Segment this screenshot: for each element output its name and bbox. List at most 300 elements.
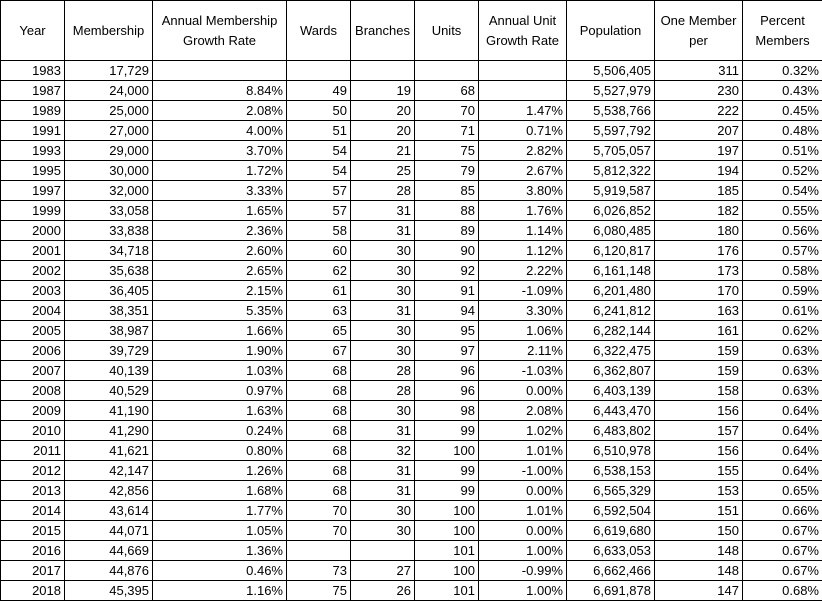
- cell-units: 71: [415, 121, 479, 141]
- cell-membership-growth-rate: 1.72%: [153, 161, 287, 181]
- table-row: [1, 301, 822, 321]
- cell-year: 2012: [1, 461, 65, 481]
- cell-unit-growth-rate: -0.99%: [479, 561, 567, 581]
- cell-unit-growth-rate: 0.71%: [479, 121, 567, 141]
- cell-unit-growth-rate: [479, 61, 567, 81]
- cell-percent-members: 0.63%: [743, 361, 822, 381]
- cell-population: 6,282,144: [567, 321, 655, 341]
- cell-branches: 30: [351, 321, 415, 341]
- cell-branches: 31: [351, 221, 415, 241]
- cell-percent-members: 0.58%: [743, 261, 822, 281]
- cell-membership: 17,729: [65, 61, 153, 81]
- cell-unit-growth-rate: 1.00%: [479, 581, 567, 601]
- cell-year: 1983: [1, 61, 65, 81]
- cell-year: 2016: [1, 541, 65, 561]
- cell-population: 5,506,405: [567, 61, 655, 81]
- cell-unit-growth-rate: 2.08%: [479, 401, 567, 421]
- header-one-member-per: One Member per: [655, 1, 743, 61]
- cell-wards: 70: [287, 521, 351, 541]
- cell-membership-growth-rate: 0.80%: [153, 441, 287, 461]
- cell-units: 94: [415, 301, 479, 321]
- cell-membership: 45,395: [65, 581, 153, 601]
- cell-membership: 41,621: [65, 441, 153, 461]
- cell-one-member-per: 182: [655, 201, 743, 221]
- cell-percent-members: 0.67%: [743, 521, 822, 541]
- cell-unit-growth-rate: -1.00%: [479, 461, 567, 481]
- cell-percent-members: 0.54%: [743, 181, 822, 201]
- cell-wards: [287, 541, 351, 561]
- cell-branches: 31: [351, 421, 415, 441]
- cell-population: 6,565,329: [567, 481, 655, 501]
- cell-units: 88: [415, 201, 479, 221]
- table-row: [1, 381, 822, 401]
- cell-unit-growth-rate: 2.67%: [479, 161, 567, 181]
- cell-wards: 57: [287, 201, 351, 221]
- cell-membership-growth-rate: 1.26%: [153, 461, 287, 481]
- cell-one-member-per: 151: [655, 501, 743, 521]
- cell-year: 2000: [1, 221, 65, 241]
- cell-branches: 30: [351, 241, 415, 261]
- cell-wards: 65: [287, 321, 351, 341]
- cell-wards: 68: [287, 461, 351, 481]
- cell-membership: 40,529: [65, 381, 153, 401]
- cell-branches: 32: [351, 441, 415, 461]
- cell-unit-growth-rate: 1.01%: [479, 501, 567, 521]
- cell-membership-growth-rate: 1.90%: [153, 341, 287, 361]
- cell-wards: 67: [287, 341, 351, 361]
- table-row: [1, 481, 822, 501]
- cell-population: 6,201,480: [567, 281, 655, 301]
- cell-wards: 68: [287, 361, 351, 381]
- cell-branches: 30: [351, 261, 415, 281]
- table-header: [1, 1, 822, 61]
- cell-membership: 42,147: [65, 461, 153, 481]
- cell-one-member-per: 173: [655, 261, 743, 281]
- cell-membership-growth-rate: 2.36%: [153, 221, 287, 241]
- cell-unit-growth-rate: -1.03%: [479, 361, 567, 381]
- cell-percent-members: 0.51%: [743, 141, 822, 161]
- cell-unit-growth-rate: 1.76%: [479, 201, 567, 221]
- cell-population: 5,919,587: [567, 181, 655, 201]
- cell-percent-members: 0.64%: [743, 401, 822, 421]
- cell-population: 6,662,466: [567, 561, 655, 581]
- table-row: [1, 401, 822, 421]
- table-row: [1, 501, 822, 521]
- table-row: [1, 321, 822, 341]
- cell-one-member-per: 147: [655, 581, 743, 601]
- table-row: [1, 221, 822, 241]
- cell-units: 101: [415, 581, 479, 601]
- cell-units: 101: [415, 541, 479, 561]
- cell-units: 68: [415, 81, 479, 101]
- cell-one-member-per: 156: [655, 401, 743, 421]
- cell-population: 6,026,852: [567, 201, 655, 221]
- cell-wards: 54: [287, 141, 351, 161]
- cell-percent-members: 0.64%: [743, 441, 822, 461]
- cell-one-member-per: 176: [655, 241, 743, 261]
- cell-wards: 70: [287, 501, 351, 521]
- cell-year: 2002: [1, 261, 65, 281]
- table-row: [1, 521, 822, 541]
- cell-year: 1989: [1, 101, 65, 121]
- cell-membership-growth-rate: 2.15%: [153, 281, 287, 301]
- cell-units: 99: [415, 481, 479, 501]
- cell-units: 100: [415, 561, 479, 581]
- cell-one-member-per: 157: [655, 421, 743, 441]
- cell-membership-growth-rate: 2.60%: [153, 241, 287, 261]
- header-population: Population: [567, 1, 655, 61]
- cell-membership: 25,000: [65, 101, 153, 121]
- cell-percent-members: 0.52%: [743, 161, 822, 181]
- cell-unit-growth-rate: 0.00%: [479, 521, 567, 541]
- cell-one-member-per: 163: [655, 301, 743, 321]
- cell-branches: 31: [351, 481, 415, 501]
- cell-units: 100: [415, 521, 479, 541]
- cell-percent-members: 0.67%: [743, 561, 822, 581]
- cell-percent-members: 0.32%: [743, 61, 822, 81]
- cell-population: 5,705,057: [567, 141, 655, 161]
- cell-wards: 60: [287, 241, 351, 261]
- header-annual-membership-growth-rate: Annual Membership Growth Rate: [153, 1, 287, 61]
- cell-membership-growth-rate: 0.97%: [153, 381, 287, 401]
- cell-membership: 44,669: [65, 541, 153, 561]
- cell-branches: 27: [351, 561, 415, 581]
- table-row: [1, 101, 822, 121]
- cell-one-member-per: 194: [655, 161, 743, 181]
- header-units: Units: [415, 1, 479, 61]
- table-row: [1, 181, 822, 201]
- cell-percent-members: 0.63%: [743, 381, 822, 401]
- cell-wards: 63: [287, 301, 351, 321]
- table-row: [1, 581, 822, 601]
- cell-percent-members: 0.62%: [743, 321, 822, 341]
- cell-percent-members: 0.43%: [743, 81, 822, 101]
- cell-year: 2013: [1, 481, 65, 501]
- cell-branches: 25: [351, 161, 415, 181]
- cell-population: 6,120,817: [567, 241, 655, 261]
- cell-branches: 28: [351, 361, 415, 381]
- cell-wards: 68: [287, 421, 351, 441]
- cell-percent-members: 0.57%: [743, 241, 822, 261]
- cell-units: 89: [415, 221, 479, 241]
- cell-membership: 41,290: [65, 421, 153, 441]
- cell-population: 6,080,485: [567, 221, 655, 241]
- cell-units: 97: [415, 341, 479, 361]
- cell-population: 6,241,812: [567, 301, 655, 321]
- cell-one-member-per: 207: [655, 121, 743, 141]
- cell-population: 6,633,053: [567, 541, 655, 561]
- cell-membership: 44,071: [65, 521, 153, 541]
- cell-units: 75: [415, 141, 479, 161]
- cell-membership-growth-rate: 0.46%: [153, 561, 287, 581]
- cell-year: 2008: [1, 381, 65, 401]
- cell-membership: 36,405: [65, 281, 153, 301]
- table-row: [1, 561, 822, 581]
- cell-membership: 35,638: [65, 261, 153, 281]
- cell-one-member-per: 222: [655, 101, 743, 121]
- cell-year: 1993: [1, 141, 65, 161]
- cell-percent-members: 0.63%: [743, 341, 822, 361]
- cell-year: 1991: [1, 121, 65, 141]
- cell-membership-growth-rate: 1.36%: [153, 541, 287, 561]
- header-wards: Wards: [287, 1, 351, 61]
- cell-units: 92: [415, 261, 479, 281]
- cell-units: 96: [415, 381, 479, 401]
- cell-wards: [287, 61, 351, 81]
- cell-one-member-per: 148: [655, 541, 743, 561]
- cell-year: 2010: [1, 421, 65, 441]
- cell-units: 90: [415, 241, 479, 261]
- cell-branches: 28: [351, 181, 415, 201]
- cell-wards: 68: [287, 441, 351, 461]
- cell-percent-members: 0.45%: [743, 101, 822, 121]
- cell-units: [415, 61, 479, 81]
- table-row: [1, 121, 822, 141]
- table-row: [1, 441, 822, 461]
- cell-branches: 20: [351, 121, 415, 141]
- cell-membership: 24,000: [65, 81, 153, 101]
- cell-population: 6,691,878: [567, 581, 655, 601]
- cell-membership-growth-rate: 1.16%: [153, 581, 287, 601]
- cell-unit-growth-rate: 0.00%: [479, 481, 567, 501]
- cell-unit-growth-rate: -1.09%: [479, 281, 567, 301]
- cell-unit-growth-rate: 1.02%: [479, 421, 567, 441]
- cell-wards: 51: [287, 121, 351, 141]
- cell-year: 2007: [1, 361, 65, 381]
- cell-percent-members: 0.65%: [743, 481, 822, 501]
- cell-unit-growth-rate: [479, 81, 567, 101]
- cell-one-member-per: 153: [655, 481, 743, 501]
- cell-year: 2011: [1, 441, 65, 461]
- cell-unit-growth-rate: 1.47%: [479, 101, 567, 121]
- table-row: [1, 541, 822, 561]
- cell-wards: 68: [287, 381, 351, 401]
- cell-population: 6,483,802: [567, 421, 655, 441]
- cell-wards: 75: [287, 581, 351, 601]
- cell-one-member-per: 159: [655, 341, 743, 361]
- cell-membership-growth-rate: 1.65%: [153, 201, 287, 221]
- cell-membership-growth-rate: 2.65%: [153, 261, 287, 281]
- header-percent-members: Percent Members: [743, 1, 822, 61]
- cell-membership-growth-rate: 0.24%: [153, 421, 287, 441]
- cell-year: 1999: [1, 201, 65, 221]
- cell-units: 95: [415, 321, 479, 341]
- cell-percent-members: 0.59%: [743, 281, 822, 301]
- cell-membership: 29,000: [65, 141, 153, 161]
- cell-branches: 30: [351, 341, 415, 361]
- table-body: [1, 61, 822, 601]
- cell-year: 2018: [1, 581, 65, 601]
- cell-percent-members: 0.56%: [743, 221, 822, 241]
- cell-branches: [351, 61, 415, 81]
- cell-wards: 73: [287, 561, 351, 581]
- cell-membership: 32,000: [65, 181, 153, 201]
- cell-membership-growth-rate: 1.05%: [153, 521, 287, 541]
- cell-one-member-per: 161: [655, 321, 743, 341]
- cell-units: 79: [415, 161, 479, 181]
- cell-year: 2004: [1, 301, 65, 321]
- cell-membership-growth-rate: 5.35%: [153, 301, 287, 321]
- table-row: [1, 461, 822, 481]
- cell-unit-growth-rate: 1.12%: [479, 241, 567, 261]
- cell-population: 6,592,504: [567, 501, 655, 521]
- table-row: [1, 81, 822, 101]
- cell-population: 6,619,680: [567, 521, 655, 541]
- cell-one-member-per: 158: [655, 381, 743, 401]
- cell-one-member-per: 230: [655, 81, 743, 101]
- cell-membership: 34,718: [65, 241, 153, 261]
- header-year: Year: [1, 1, 65, 61]
- cell-membership-growth-rate: 8.84%: [153, 81, 287, 101]
- cell-units: 99: [415, 461, 479, 481]
- cell-wards: 57: [287, 181, 351, 201]
- cell-population: 6,538,153: [567, 461, 655, 481]
- cell-year: 2015: [1, 521, 65, 541]
- cell-wards: 61: [287, 281, 351, 301]
- cell-units: 96: [415, 361, 479, 381]
- cell-percent-members: 0.67%: [743, 541, 822, 561]
- cell-branches: 30: [351, 401, 415, 421]
- cell-units: 100: [415, 441, 479, 461]
- cell-membership: 33,838: [65, 221, 153, 241]
- cell-membership-growth-rate: 1.63%: [153, 401, 287, 421]
- header-annual-unit-growth-rate: Annual Unit Growth Rate: [479, 1, 567, 61]
- cell-branches: 30: [351, 281, 415, 301]
- cell-membership: 38,987: [65, 321, 153, 341]
- cell-membership: 40,139: [65, 361, 153, 381]
- cell-membership-growth-rate: [153, 61, 287, 81]
- cell-percent-members: 0.55%: [743, 201, 822, 221]
- table-row: [1, 281, 822, 301]
- cell-wards: 58: [287, 221, 351, 241]
- cell-population: 6,443,470: [567, 401, 655, 421]
- cell-one-member-per: 170: [655, 281, 743, 301]
- cell-branches: 28: [351, 381, 415, 401]
- table-row: [1, 261, 822, 281]
- cell-membership: 43,614: [65, 501, 153, 521]
- cell-unit-growth-rate: 1.01%: [479, 441, 567, 461]
- cell-wards: 68: [287, 481, 351, 501]
- cell-population: 6,510,978: [567, 441, 655, 461]
- table-row: [1, 341, 822, 361]
- cell-year: 2001: [1, 241, 65, 261]
- cell-membership: 27,000: [65, 121, 153, 141]
- header-branches: Branches: [351, 1, 415, 61]
- cell-percent-members: 0.68%: [743, 581, 822, 601]
- cell-one-member-per: 156: [655, 441, 743, 461]
- cell-wards: 50: [287, 101, 351, 121]
- cell-percent-members: 0.48%: [743, 121, 822, 141]
- cell-year: 1997: [1, 181, 65, 201]
- cell-one-member-per: 180: [655, 221, 743, 241]
- cell-unit-growth-rate: 1.06%: [479, 321, 567, 341]
- cell-wards: 68: [287, 401, 351, 421]
- cell-one-member-per: 155: [655, 461, 743, 481]
- cell-units: 91: [415, 281, 479, 301]
- cell-wards: 62: [287, 261, 351, 281]
- cell-membership-growth-rate: 1.68%: [153, 481, 287, 501]
- cell-units: 85: [415, 181, 479, 201]
- cell-membership-growth-rate: 3.33%: [153, 181, 287, 201]
- header-row: [1, 1, 822, 61]
- cell-population: 5,812,322: [567, 161, 655, 181]
- cell-one-member-per: 148: [655, 561, 743, 581]
- cell-membership-growth-rate: 3.70%: [153, 141, 287, 161]
- cell-membership: 33,058: [65, 201, 153, 221]
- cell-unit-growth-rate: 3.30%: [479, 301, 567, 321]
- table-row: [1, 161, 822, 181]
- cell-membership-growth-rate: 1.03%: [153, 361, 287, 381]
- cell-membership-growth-rate: 1.77%: [153, 501, 287, 521]
- cell-membership-growth-rate: 4.00%: [153, 121, 287, 141]
- cell-membership-growth-rate: 2.08%: [153, 101, 287, 121]
- cell-wards: 54: [287, 161, 351, 181]
- cell-branches: 31: [351, 301, 415, 321]
- cell-branches: 30: [351, 501, 415, 521]
- cell-branches: 31: [351, 201, 415, 221]
- header-membership: Membership: [65, 1, 153, 61]
- cell-percent-members: 0.61%: [743, 301, 822, 321]
- cell-branches: 26: [351, 581, 415, 601]
- cell-unit-growth-rate: 2.11%: [479, 341, 567, 361]
- cell-membership-growth-rate: 1.66%: [153, 321, 287, 341]
- cell-population: 6,403,139: [567, 381, 655, 401]
- cell-branches: 30: [351, 521, 415, 541]
- cell-one-member-per: 150: [655, 521, 743, 541]
- cell-units: 100: [415, 501, 479, 521]
- cell-population: 5,527,979: [567, 81, 655, 101]
- cell-membership: 30,000: [65, 161, 153, 181]
- cell-units: 99: [415, 421, 479, 441]
- cell-one-member-per: 197: [655, 141, 743, 161]
- table-row: [1, 421, 822, 441]
- cell-population: 5,597,792: [567, 121, 655, 141]
- cell-one-member-per: 311: [655, 61, 743, 81]
- cell-branches: 31: [351, 461, 415, 481]
- cell-year: 1995: [1, 161, 65, 181]
- cell-membership: 39,729: [65, 341, 153, 361]
- cell-one-member-per: 185: [655, 181, 743, 201]
- cell-unit-growth-rate: 2.82%: [479, 141, 567, 161]
- cell-branches: [351, 541, 415, 561]
- table-row: [1, 241, 822, 261]
- cell-year: 2017: [1, 561, 65, 581]
- cell-year: 2009: [1, 401, 65, 421]
- cell-membership: 44,876: [65, 561, 153, 581]
- cell-year: 2003: [1, 281, 65, 301]
- cell-unit-growth-rate: 1.14%: [479, 221, 567, 241]
- cell-wards: 49: [287, 81, 351, 101]
- cell-year: 1987: [1, 81, 65, 101]
- table-row: [1, 141, 822, 161]
- cell-percent-members: 0.66%: [743, 501, 822, 521]
- table-row: [1, 361, 822, 381]
- cell-one-member-per: 159: [655, 361, 743, 381]
- cell-unit-growth-rate: 3.80%: [479, 181, 567, 201]
- cell-year: 2006: [1, 341, 65, 361]
- cell-year: 2005: [1, 321, 65, 341]
- cell-branches: 21: [351, 141, 415, 161]
- cell-units: 70: [415, 101, 479, 121]
- table-row: [1, 61, 822, 81]
- cell-unit-growth-rate: 2.22%: [479, 261, 567, 281]
- cell-population: 5,538,766: [567, 101, 655, 121]
- cell-population: 6,362,807: [567, 361, 655, 381]
- cell-branches: 20: [351, 101, 415, 121]
- table-row: [1, 201, 822, 221]
- cell-population: 6,161,148: [567, 261, 655, 281]
- cell-branches: 19: [351, 81, 415, 101]
